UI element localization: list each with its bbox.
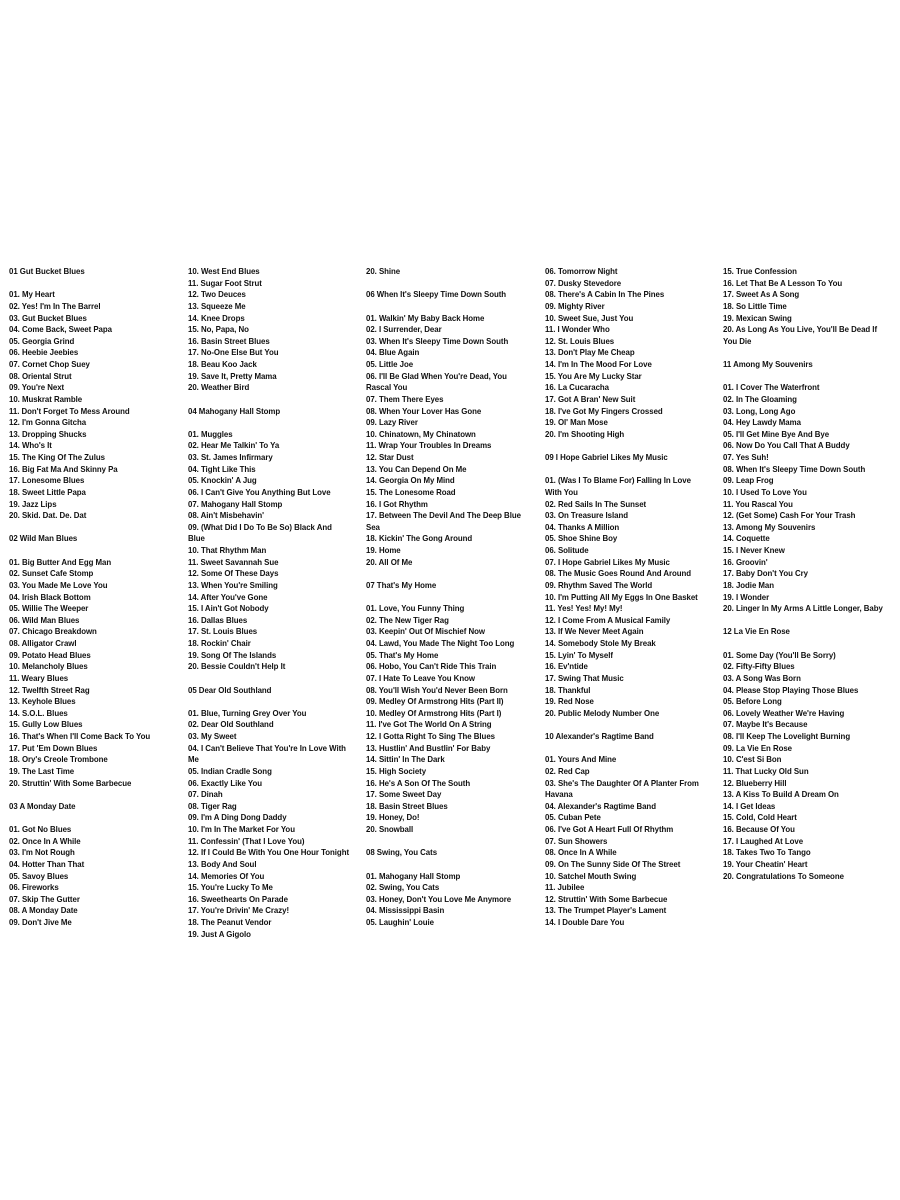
- track-item: 09. Leap Frog: [723, 475, 774, 486]
- track-item: 01. I Cover The Waterfront: [723, 382, 820, 393]
- track-item: 10. I'm Putting All My Eggs In One Basket: [545, 591, 698, 602]
- track-item: 16. Let That Be A Lesson To You: [723, 277, 843, 288]
- track-item: 03. A Song Was Born: [723, 672, 801, 683]
- track-item: 10. I Used To Love You: [723, 486, 807, 497]
- track-item: 06. Wild Man Blues: [9, 614, 80, 625]
- track-item: 17. Lonesome Blues: [9, 475, 85, 486]
- track-item: 04. Thanks A Million: [545, 521, 620, 532]
- track-item: 08. Alligator Crawl: [9, 638, 77, 648]
- track-item: 20. Public Melody Number One: [545, 707, 660, 718]
- track-item: 01. Walkin' My Baby Back Home: [366, 312, 485, 323]
- track-item: 11. Jubilee: [545, 882, 585, 893]
- spacer: [9, 278, 171, 290]
- track-item: 11. Weary Blues: [9, 672, 69, 683]
- track-item: 07. Chicago Breakdown: [9, 626, 97, 637]
- track-item: 14. After You've Gone: [188, 591, 268, 602]
- track-item: 17. No-One Else But You: [188, 347, 279, 358]
- track-item: 12. Some Of These Days: [188, 568, 279, 579]
- track-item: 09. (What Did I Do To Be So) Black And Blue: [188, 521, 332, 544]
- track-item: 16. Dallas Blues: [188, 614, 248, 625]
- track-item: 18. Ory's Creole Trombone: [9, 754, 108, 765]
- track-item: 06. I Can't Give You Anything But Love: [188, 486, 331, 497]
- track-item: 05. Indian Cradle Song: [188, 765, 272, 776]
- album-heading: 12 La Vie En Rose: [723, 626, 790, 637]
- track-item: 11. Don't Forget To Mess Around: [9, 405, 130, 416]
- track-item: 18. So Little Time: [723, 300, 787, 311]
- track-item: 10. West End Blues: [188, 266, 260, 276]
- track-item: 17. Some Sweet Day: [366, 789, 442, 800]
- track-item: 19. Your Cheatin' Heart: [723, 858, 808, 869]
- track-item: 05. Before Long: [723, 696, 782, 707]
- track-item: 15. I Never Knew: [723, 545, 785, 555]
- track-item: 16. He's A Son Of The South: [366, 777, 471, 788]
- track-item: 19. Just A Gigolo: [188, 928, 251, 939]
- track-item: 07. Maybe It's Because: [723, 719, 808, 730]
- album-heading: 06 When It's Sleepy Time Down South: [366, 289, 507, 300]
- track-item: 07. Dinah: [188, 789, 223, 800]
- track-item: 01. Some Day (You'll Be Sorry): [723, 649, 836, 660]
- track-item: 04. Irish Black Bottom: [9, 591, 91, 602]
- track-item: 06. Heebie Jeebies: [9, 347, 79, 358]
- spacer: [545, 464, 707, 476]
- spacer: [366, 836, 528, 848]
- album-heading: 01 Gut Bucket Blues: [9, 266, 85, 276]
- track-item: 14. Sittin' In The Dark: [366, 754, 445, 765]
- track-item: 16. Ev'ntide: [545, 661, 588, 672]
- track-item: 18. Sweet Little Papa: [9, 486, 86, 497]
- spacer: [723, 615, 885, 627]
- track-item: 19. Save It, Pretty Mama: [188, 370, 277, 381]
- track-item: 08. Oriental Strut: [9, 370, 72, 381]
- track-item: 07. Sun Showers: [545, 835, 608, 846]
- track-item: 14. Who's It: [9, 440, 52, 451]
- track-item: 04. Please Stop Playing Those Blues: [723, 684, 859, 695]
- track-item: 02. In The Gloaming: [723, 393, 797, 404]
- track-item: 10. Satchel Mouth Swing: [545, 870, 637, 881]
- track-item: 03. She's The Daughter Of A Planter From Havana: [545, 777, 699, 800]
- track-item: 04. Mississippi Basin: [366, 905, 445, 916]
- track-item: 04. Alexander's Ragtime Band: [545, 800, 656, 811]
- track-item: 02. Red Sails In The Sunset: [545, 498, 647, 509]
- track-item: 14. Coquette: [723, 533, 770, 544]
- spacer: [545, 719, 707, 731]
- track-item: 19. Home: [366, 545, 401, 555]
- spacer: [366, 568, 528, 580]
- track-item: 05. That's My Home: [366, 649, 439, 660]
- track-item: 08. The Music Goes Round And Around: [545, 568, 692, 579]
- album-heading: 11 Among My Souvenirs: [723, 359, 813, 369]
- track-item: 09. Potato Head Blues: [9, 649, 91, 660]
- track-item: 16. Basin Street Blues: [188, 335, 270, 346]
- track-item: 19. I Wonder: [723, 591, 770, 602]
- track-item: 07. I Hope Gabriel Likes My Music: [545, 556, 670, 567]
- track-item: 17. Between The Devil And The Deep Blue Sea: [366, 510, 521, 532]
- track-item: 10. Medley Of Armstrong Hits (Part I): [366, 707, 502, 718]
- track-item: 15. Cold, Cold Heart: [723, 812, 797, 823]
- track-item: 17. Got A Bran' New Suit: [545, 393, 636, 404]
- spacer: [188, 673, 350, 685]
- track-item: 02. Red Cap: [545, 765, 590, 776]
- track-item: 09. La Vie En Rose: [723, 742, 793, 753]
- track-item: 01. Muggles: [188, 428, 233, 439]
- track-item: 09. Lazy River: [366, 417, 418, 428]
- track-item: 17. Sweet As A Song: [723, 289, 800, 300]
- track-item: 11. I've Got The World On A String: [366, 719, 492, 730]
- track-item: 19. Jazz Lips: [9, 498, 57, 509]
- track-item: 19. Mexican Swing: [723, 312, 792, 323]
- album-heading: 02 Wild Man Blues: [9, 533, 78, 544]
- track-item: 09. You're Next: [9, 382, 65, 393]
- track-item: 07. Dusky Stevedore: [545, 277, 622, 288]
- track-item: 09. Medley Of Armstrong Hits (Part II): [366, 696, 504, 707]
- track-item: 19. Ol' Man Mose: [545, 417, 608, 428]
- track-item: 10. That Rhythm Man: [188, 545, 267, 555]
- track-item: 20. As Long As You Live, You'll Be Dead If You Die: [723, 324, 878, 346]
- track-item: 20. Weather Bird: [188, 382, 250, 393]
- track-item: 14. I Double Dare You: [545, 917, 625, 927]
- album-heading: 05 Dear Old Southland: [188, 684, 272, 695]
- track-item: 01. Big Butter And Egg Man: [9, 556, 112, 567]
- track-item: 20. Bessie Couldn't Help It: [188, 661, 286, 672]
- spacer: [723, 371, 885, 383]
- track-item: 16. That's When I'll Come Back To You: [9, 731, 151, 741]
- track-item: 02. Dear Old Southland: [188, 719, 274, 730]
- track-item: 20. I'm Shooting High: [545, 428, 625, 439]
- track-item: 12. Two Deuces: [188, 289, 246, 300]
- track-item: 12. Struttin' With Some Barbecue: [545, 893, 668, 904]
- track-item: 11. Wrap Your Troubles In Dreams: [366, 440, 492, 451]
- track-item: 01. My Heart: [9, 289, 55, 300]
- track-item: 16. I Got Rhythm: [366, 498, 428, 509]
- track-item: 13. You Can Depend On Me: [366, 463, 467, 474]
- track-item: 14. Georgia On My Mind: [366, 475, 455, 486]
- track-item: 08. Tiger Rag: [188, 800, 237, 811]
- track-item: 05. Savoy Blues: [9, 870, 69, 881]
- track-item: 12. I Gotta Right To Sing The Blues: [366, 731, 495, 741]
- track-item: 07. Cornet Chop Suey: [9, 359, 90, 369]
- track-item: 05. Shoe Shine Boy: [545, 533, 618, 544]
- track-item: 14. I Get Ideas: [723, 800, 776, 811]
- track-item: 10. Chinatown, My Chinatown: [366, 428, 476, 439]
- track-item: 15. High Society: [366, 765, 427, 776]
- spacer: [366, 278, 528, 290]
- track-item: 18. Beau Koo Jack: [188, 359, 257, 369]
- track-item: 15. Gully Low Blues: [9, 719, 83, 730]
- spacer: [366, 592, 528, 604]
- track-item: 17. Put 'Em Down Blues: [9, 742, 98, 753]
- column-1: [9, 266, 181, 929]
- track-item: 08. A Monday Date: [9, 905, 78, 916]
- track-item: 04. Tight Like This: [188, 463, 256, 474]
- track-item: 15. The King Of The Zulus: [9, 452, 105, 462]
- track-item: 12. I Come From A Musical Family: [545, 614, 671, 625]
- track-item: 03. My Sweet: [188, 731, 237, 741]
- track-item: 06. Hobo, You Can't Ride This Train: [366, 661, 497, 672]
- track-item: 14. I'm In The Mood For Love: [545, 359, 652, 369]
- track-item: 17. Swing That Music: [545, 672, 624, 683]
- album-heading: 10 Alexander's Ragtime Band: [545, 731, 654, 741]
- track-item: 02. Swing, You Cats: [366, 882, 440, 893]
- track-item: 13. Squeeze Me: [188, 300, 246, 311]
- column-4: [545, 266, 717, 929]
- track-item: 05. Little Joe: [366, 359, 414, 369]
- album-heading: 09 I Hope Gabriel Likes My Music: [545, 452, 668, 462]
- track-item: 13. Among My Souvenirs: [723, 521, 816, 532]
- album-heading: 08 Swing, You Cats: [366, 847, 438, 858]
- track-item: 11. I Wonder Who: [545, 324, 610, 335]
- track-item: 15. True Confession: [723, 266, 797, 276]
- track-item: 06. I've Got A Heart Full Of Rhythm: [545, 824, 674, 834]
- track-item: 11. Sugar Foot Strut: [188, 277, 262, 288]
- track-item: 07. Yes Suh!: [723, 452, 769, 462]
- spacer: [545, 440, 707, 452]
- track-item: 03. Long, Long Ago: [723, 405, 796, 416]
- track-item: 04. I Can't Believe That You're In Love With Me: [188, 742, 346, 765]
- track-item: 05. Georgia Grind: [9, 335, 75, 346]
- track-item: 02. Sunset Cafe Stomp: [9, 568, 94, 579]
- column-3: [366, 266, 538, 929]
- track-item: 13. The Trumpet Player's Lament: [545, 905, 667, 916]
- column-5: [723, 266, 895, 882]
- track-item: 13. Dropping Shucks: [9, 428, 87, 439]
- track-item: 15. You Are My Lucky Star: [545, 370, 642, 381]
- track-item: 07. Mahogany Hall Stomp: [188, 498, 283, 509]
- track-item: 03. I'm Not Rough: [9, 847, 75, 858]
- track-item: 04. Hotter Than That: [9, 858, 85, 869]
- track-item: 06. Now Do You Call That A Buddy: [723, 440, 850, 451]
- track-item: 09. Don't Jive Me: [9, 917, 72, 927]
- spacer: [9, 545, 171, 557]
- track-item: 14. Memories Of You: [188, 870, 265, 881]
- spacer: [366, 301, 528, 313]
- track-item: 18. Thankful: [545, 684, 591, 695]
- track-item: 16. La Cucaracha: [545, 382, 610, 393]
- track-item: 03. Keepin' Out Of Mischief Now: [366, 626, 485, 637]
- track-item: 12. I'm Gonna Gitcha: [9, 417, 87, 428]
- track-item: 04. Blue Again: [366, 347, 420, 358]
- track-item: 18. Basin Street Blues: [366, 800, 448, 811]
- track-item: 16. Big Fat Ma And Skinny Pa: [9, 463, 118, 474]
- track-item: 15. Lyin' To Myself: [545, 649, 613, 660]
- track-item: 05. Willie The Weeper: [9, 603, 89, 614]
- track-item: 20. Congratulations To Someone: [723, 870, 844, 881]
- track-item: 07. Skip The Gutter: [9, 893, 80, 904]
- track-item: 20. Snowball: [366, 824, 414, 834]
- track-item: 13. Keyhole Blues: [9, 696, 76, 707]
- track-item: 10. Sweet Sue, Just You: [545, 312, 634, 323]
- track-item: 06. Tomorrow Night: [545, 266, 618, 276]
- track-item: 03. Gut Bucket Blues: [9, 312, 87, 323]
- track-item: 09. Mighty River: [545, 300, 605, 311]
- track-item: 19. Honey, Do!: [366, 812, 420, 823]
- track-item: 13. Body And Soul: [188, 858, 257, 869]
- track-item: 12. Star Dust: [366, 452, 414, 462]
- track-item: 17. I Laughed At Love: [723, 835, 804, 846]
- track-item: 06. Lovely Weather We're Having: [723, 707, 845, 718]
- track-item: 16. Groovin': [723, 556, 768, 567]
- track-item: 20. Shine: [366, 266, 401, 276]
- track-item: 07. Them There Eyes: [366, 393, 444, 404]
- track-item: 07. I Hate To Leave You Know: [366, 672, 475, 683]
- track-item: 06. I'll Be Glad When You're Dead, You Rascal You: [366, 370, 507, 393]
- track-item: 18. Jodie Man: [723, 579, 775, 590]
- track-item: 12. Blueberry Hill: [723, 777, 787, 788]
- track-item: 01. Mahogany Hall Stomp: [366, 870, 461, 881]
- track-item: 06. Exactly Like You: [188, 777, 263, 788]
- spacer: [9, 812, 171, 824]
- track-item: 01. Yours And Mine: [545, 754, 617, 765]
- track-item: 10. C'est Si Bon: [723, 754, 782, 765]
- track-item: 02. Once In A While: [9, 835, 81, 846]
- track-item: 18. Kickin' The Gong Around: [366, 533, 473, 544]
- album-heading: 07 That's My Home: [366, 579, 437, 590]
- track-item: 13. Don't Play Me Cheap: [545, 347, 635, 358]
- spacer: [188, 696, 350, 708]
- track-item: 12. If I Could Be With You One Hour Tonight: [188, 847, 350, 858]
- track-item: 05. Knockin' A Jug: [188, 475, 257, 486]
- track-item: 17. You're Drivin' Me Crazy!: [188, 905, 290, 916]
- track-item: 02. The New Tiger Rag: [366, 614, 449, 625]
- track-item: 08. You'll Wish You'd Never Been Born: [366, 684, 508, 695]
- track-item: 18. I've Got My Fingers Crossed: [545, 405, 663, 416]
- track-item: 20. All Of Me: [366, 556, 413, 567]
- track-item: 05. Cuban Pete: [545, 812, 601, 823]
- track-item: 01. Love, You Funny Thing: [366, 603, 465, 614]
- track-item: 18. Takes Two To Tango: [723, 847, 811, 858]
- track-item: 09. I'm A Ding Dong Daddy: [188, 812, 287, 823]
- track-item: 02. I Surrender, Dear: [366, 324, 442, 335]
- spacer: [188, 417, 350, 429]
- album-heading: 04 Mahogany Hall Stomp: [188, 405, 281, 416]
- track-item: 03. Honey, Don't You Love Me Anymore: [366, 893, 512, 904]
- track-item: 19. Song Of The Islands: [188, 649, 277, 660]
- track-item: 13. When You're Smiling: [188, 579, 278, 590]
- track-item: 05. I'll Get Mine Bye And Bye: [723, 428, 830, 439]
- track-item: 14. S.O.L. Blues: [9, 707, 68, 718]
- track-item: 04. Come Back, Sweet Papa: [9, 324, 112, 335]
- track-item: 19. The Last Time: [9, 765, 75, 776]
- track-item: 13. Hustlin' And Bustlin' For Baby: [366, 742, 491, 753]
- track-item: 20. Struttin' With Some Barbecue: [9, 777, 132, 788]
- track-item: 08. When It's Sleepy Time Down South: [723, 463, 866, 474]
- track-item: 11. Sweet Savannah Sue: [188, 556, 279, 567]
- track-item: 02. Hear Me Talkin' To Ya: [188, 440, 280, 451]
- track-item: 15. I Ain't Got Nobody: [188, 603, 269, 614]
- track-item: 01. Got No Blues: [9, 824, 72, 834]
- track-item: 14. Knee Drops: [188, 312, 245, 323]
- column-2: [188, 266, 360, 940]
- spacer: [723, 638, 885, 650]
- track-item: 18. Rockin' Chair: [188, 638, 251, 648]
- track-item: 19. Red Nose: [545, 696, 594, 707]
- track-item: 11. That Lucky Old Sun: [723, 765, 809, 776]
- track-item: 09. On The Sunny Side Of The Street: [545, 858, 681, 869]
- track-item: 20. Linger In My Arms A Little Longer, Baby: [723, 603, 883, 614]
- track-item: 04. Lawd, You Made The Night Too Long: [366, 638, 515, 648]
- track-item: 16. Because Of You: [723, 824, 795, 834]
- spacer: [545, 743, 707, 755]
- track-item: 11. Yes! Yes! My! My!: [545, 603, 623, 614]
- spacer: [188, 394, 350, 406]
- track-item: 15. The Lonesome Road: [366, 486, 456, 497]
- track-item: 10. Melancholy Blues: [9, 661, 88, 672]
- track-item: 15. No, Papa, No: [188, 324, 249, 335]
- track-item: 02. Fifty-Fifty Blues: [723, 661, 795, 672]
- track-item: 15. You're Lucky To Me: [188, 882, 273, 893]
- track-item: 03. You Made Me Love You: [9, 579, 108, 590]
- track-item: 13. If We Never Meet Again: [545, 626, 644, 637]
- track-item: 03. On Treasure Island: [545, 510, 628, 521]
- track-item: 16. Sweethearts On Parade: [188, 893, 288, 904]
- spacer: [366, 859, 528, 871]
- track-item: 08. Once In A While: [545, 847, 617, 858]
- track-item: 05. Laughin' Louie: [366, 917, 434, 927]
- track-item: 03. St. James Infirmary: [188, 452, 273, 462]
- track-item: 06. Solitude: [545, 545, 589, 555]
- track-item: 11. You Rascal You: [723, 498, 793, 509]
- track-item: 04. Hey Lawdy Mama: [723, 417, 801, 428]
- album-heading: 03 A Monday Date: [9, 800, 76, 811]
- track-item: 03. When It's Sleepy Time Down South: [366, 335, 509, 346]
- track-item: 09. Rhythm Saved The World: [545, 579, 653, 590]
- spacer: [9, 522, 171, 534]
- track-item: 08. There's A Cabin In The Pines: [545, 289, 665, 300]
- spacer: [9, 789, 171, 801]
- track-item: 14. Somebody Stole My Break: [545, 638, 656, 648]
- track-item: 18. The Peanut Vendor: [188, 917, 272, 927]
- track-item: 10. I'm In The Market For You: [188, 824, 295, 834]
- track-item: 01. Blue, Turning Grey Over You: [188, 707, 307, 718]
- track-item: 12. (Get Some) Cash For Your Trash: [723, 510, 856, 521]
- track-item: 13. A Kiss To Build A Dream On: [723, 789, 839, 800]
- track-item: 17. St. Louis Blues: [188, 626, 258, 637]
- track-item: 12. St. Louis Blues: [545, 335, 615, 346]
- track-item: 02. Yes! I'm In The Barrel: [9, 300, 101, 311]
- track-item: 08. When Your Lover Has Gone: [366, 405, 482, 416]
- track-item: 08. Ain't Misbehavin': [188, 510, 264, 521]
- track-item: 01. (Was I To Blame For) Falling In Love With You: [545, 475, 691, 497]
- track-item: 17. Baby Don't You Cry: [723, 568, 808, 579]
- track-item: 06. Fireworks: [9, 882, 59, 893]
- track-item: 20. Skid. Dat. De. Dat: [9, 510, 87, 521]
- track-item: 12. Twelfth Street Rag: [9, 684, 90, 695]
- track-item: 11. Confessin' (That I Love You): [188, 835, 305, 846]
- track-item: 08. I'll Keep The Lovelight Burning: [723, 731, 851, 741]
- track-item: 10. Muskrat Ramble: [9, 393, 83, 404]
- spacer: [723, 347, 885, 359]
